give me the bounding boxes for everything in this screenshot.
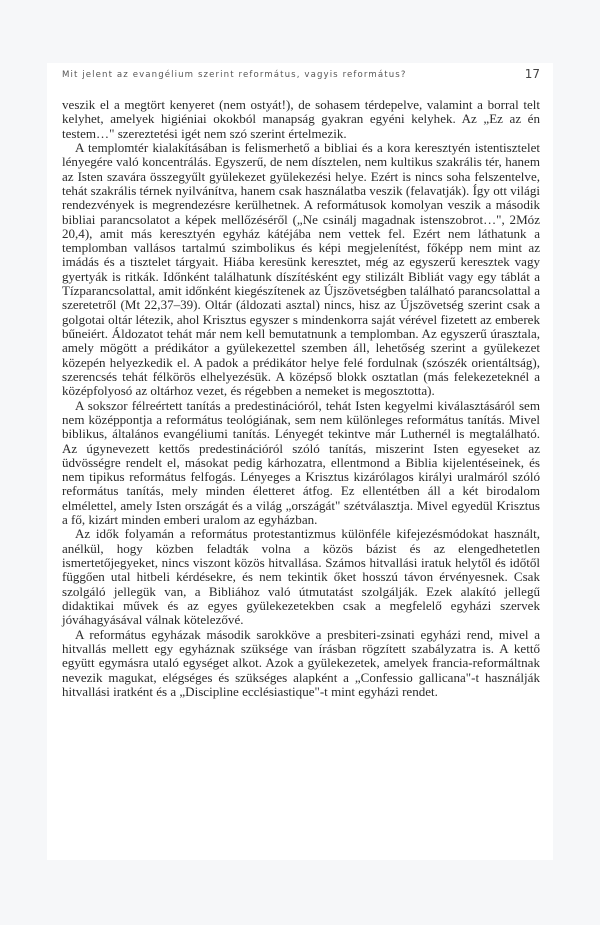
paragraph-2: A templomtér kialakításában is felismerhető a bibliai és a kora keresztyén istentisztelet lényegére való koncentrálás. Egyszerű, de nem dísztelen, nem kultikus szakrális tér, hanem az Isten szavára összegyűlt gyülekezet gyülekezési helye. Ezért is nincs soha felszentelve, tehát szakrális térnek nyilvánítva, hanem csak használatba veszik (felavatják). Így ott világi rendezvények is megrendezésre kerülhetnek. A reformátusok komolyan veszik a második bibliai parancsolatot a képek mellőzéséről („Ne csinálj magadnak istenszobrot…", 2Móz 20,4), amit más keresztyén egyház kátéjába nem vettek fel. Ezért nem láthatunk a templomban vallásos tartalmú szimbolikus és képi megjelenítést, főképp nem mint az imádás és a tisztelet tárgyait. Hiába keresünk keresztet, még az egyszerű keresztek vagy gyertyák is ritkák. Időnként találhatunk díszítésként egy stilizált Bibliát vagy egy táblát a Tízparancsolattal, amit időnként kiegészítenek az Újszövetségben található parancsolattal a szeretetről (Mt 22,37–39). Oltár (áldozati asztal) nincs, hisz az Újszövetség szerint csak a golgotai oltár létezik, ahol Krisztus egyszer s mindenkorra saját vérével fizetett az emberek bűneiért. Áldozatot tehát már nem kell bemutatnunk a templomban. Az egyszerű úrasztala, amely mögött a prédikátor a gyülekezettel szemben áll, lehetőség szerint a gyülekezet közepén helyezkedik el. A padok a prédikátor helye felé fordulnak (szószék orientáltság), szerencsés tehát félkörös elhelyezésük. A középső blokk osztatlan (más felekezeteknél a középfolyosó az oltárhoz vezet, és régebben a nemeket is megosztotta).: [62, 139, 540, 399]
paragraph-3: A sokszor félreértett tanítás a predestinációról, tehát Isten kegyelmi kiválasztásáról sem nem középpontja a református teológiának, sem nem különleges református tanítás. Mivel biblikus, általános evangéliumi tanítás. Lényegét tekintve már Luthernél is megtalálható. Az úgynevezett kettős predestinációról szóló tanítás, miszerint Isten egyeseket az üdvösségre rendelt el, másokat pedig kárhozatra, ellentmond a Biblia kijelentéseinek, és nem tipikus református felfogás. Lényeges a Krisztus kizárólagos királyi uralmáról szóló református tanítás, mely minden életteret átfog. Ez ellentétben áll a két birodalom elmélettel, amely Isten országát és a világ „országát" szétválasztja. Mivel egyedül Krisztus a fő, kizárt minden emberi uralom az egyházban.: [62, 397, 540, 528]
running-header: [62, 67, 540, 83]
paragraph-5: A református egyházak második sarokköve a presbiteri-zsinati egyházi rend, mivel a hitvallás mellett egy egyháznak szüksége van írásban rögzített szabályzatra is. A kettő együtt egymásra utaló egységet alkot. Azok a gyülekezetek, amelyek francia-reformáltnak nevezik magukat, elégséges és szükséges alapként a „Confessio gallicana"-t használják hitvallási iratként és a „Discipline ecclésiastique"-t mint egyházi rendet.: [62, 626, 540, 699]
paragraph-1: veszik el a megtört kenyeret (nem ostyát!), de sohasem térdepelve, valamint a borral telt kelyhet, amelyek higiéniai okokból manapság gyakran egyéni kelyhek. Az „Ez az én testem…" szereztetési igét nem szó szerint értelmezik.: [62, 97, 540, 141]
body-text: [62, 98, 540, 699]
paragraph-4: Az idők folyamán a református protestantizmus különféle kifejezésmódokat használt, anélkül, hogy közben feladták volna a közös bázist és az elengedhetetlen ismertetőjegyeket, nincs viszont közös hitvallása. Számos hitvallási iratuk helytől és időtől függően utal hitbeli kérdésekre, és nem tekintik őket hosszú távon érvényesnek. Csak szolgáló jellegük van, a Bibliához való útmutatást szolgálják. Ezek alakító jellegű didaktikai művek és az egyes gyülekezetekben csak a megfelelő egyházi szervek jóváhagyásával válnak kötelezővé.: [62, 526, 540, 628]
page-number: 17: [524, 67, 540, 81]
running-title: Mit jelent az evangélium szerint református, vagyis református?: [62, 70, 407, 80]
book-page: [47, 63, 553, 860]
